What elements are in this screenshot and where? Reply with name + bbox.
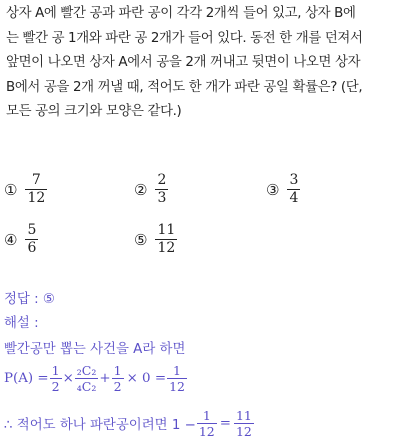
choice-3-fraction	[287, 172, 300, 207]
choice-5-denominator: 12	[157, 240, 176, 256]
combination-denominator: ₄C₂	[76, 379, 97, 394]
complement-numerator: 1	[202, 408, 211, 423]
question-text	[6, 2, 398, 125]
explanation-label: 해설 :	[4, 316, 39, 331]
choice-1-mark: ①	[4, 180, 18, 199]
question-line-2: 는 빨간 공 1개와 파란 공 2개가 들어 있다. 동전 한 개를 던져서	[6, 30, 363, 46]
choice-1-fraction	[25, 172, 47, 207]
choice-5-fraction	[155, 222, 177, 257]
choice-2-denominator: 3	[157, 190, 167, 206]
choice-4-mark: ④	[4, 230, 18, 249]
complement-denominator: 12	[198, 424, 215, 439]
final-fraction	[234, 408, 254, 439]
final-equation	[4, 408, 255, 439]
choice-1-numerator: 7	[31, 172, 41, 188]
final-denominator: 12	[235, 424, 252, 439]
choice-4[interactable]	[4, 222, 38, 257]
times-sign: ×	[62, 371, 74, 386]
choice-4-fraction	[25, 222, 38, 257]
half-fraction-1	[50, 363, 62, 394]
choice-2-mark: ②	[134, 180, 148, 199]
result-denominator: 12	[169, 379, 185, 394]
choice-5-mark: ⑤	[134, 230, 148, 249]
choice-2-numerator: 2	[157, 172, 167, 188]
choice-3-denominator: 4	[289, 190, 299, 206]
half-denominator-1: 2	[51, 379, 60, 394]
half-denominator-2: 2	[113, 379, 122, 394]
combination-fraction	[75, 363, 99, 394]
choice-2-fraction	[155, 172, 168, 207]
p-lhs: P(A) =	[4, 371, 49, 386]
question-line-1: 상자 A에 빨간 공과 파란 공이 각각 2개씩 들어 있고, 상자 B에	[6, 6, 356, 21]
final-numerator: 11	[235, 408, 252, 423]
choice-3[interactable]	[266, 172, 300, 207]
choice-2[interactable]	[134, 172, 168, 207]
choice-4-numerator: 5	[27, 222, 37, 238]
times-zero: × 0 =	[126, 371, 167, 386]
choice-5[interactable]	[134, 222, 177, 257]
choice-1-denominator: 12	[27, 190, 46, 206]
result-numerator: 1	[173, 363, 181, 378]
half-numerator-1: 1	[51, 363, 60, 378]
choice-3-mark: ③	[266, 180, 280, 199]
combination-numerator: ₂C₂	[76, 363, 97, 378]
complement-fraction	[197, 408, 217, 439]
half-fraction-2	[112, 363, 124, 394]
probability-equation	[4, 363, 188, 394]
choice-3-numerator: 3	[289, 172, 299, 188]
equals-sign: =	[219, 416, 231, 431]
question-line-4: B에서 공을 2개 꺼낼 때, 적어도 한 개가 파란 공일 확률은? (단,	[6, 79, 363, 95]
choice-1[interactable]	[4, 172, 47, 207]
event-definition: 빨간공만 뽑는 사건을 A라 하면	[4, 342, 186, 357]
plus-sign: +	[99, 371, 111, 386]
choice-5-numerator: 11	[157, 222, 176, 238]
answer-line: 정답 : ⑤	[4, 292, 55, 307]
question-line-5: 모든 공의 크기와 모양은 같다.)	[6, 104, 182, 120]
half-numerator-2: 1	[113, 363, 122, 378]
choice-4-denominator: 6	[27, 240, 37, 256]
result-fraction	[167, 363, 187, 394]
therefore-text: ∴ 적어도 하나 파란공이려면 1 −	[4, 418, 196, 433]
question-line-3: 앞면이 나오면 상자 A에서 공을 2개 꺼내고 뒷면이 나오면 상자	[6, 55, 361, 71]
